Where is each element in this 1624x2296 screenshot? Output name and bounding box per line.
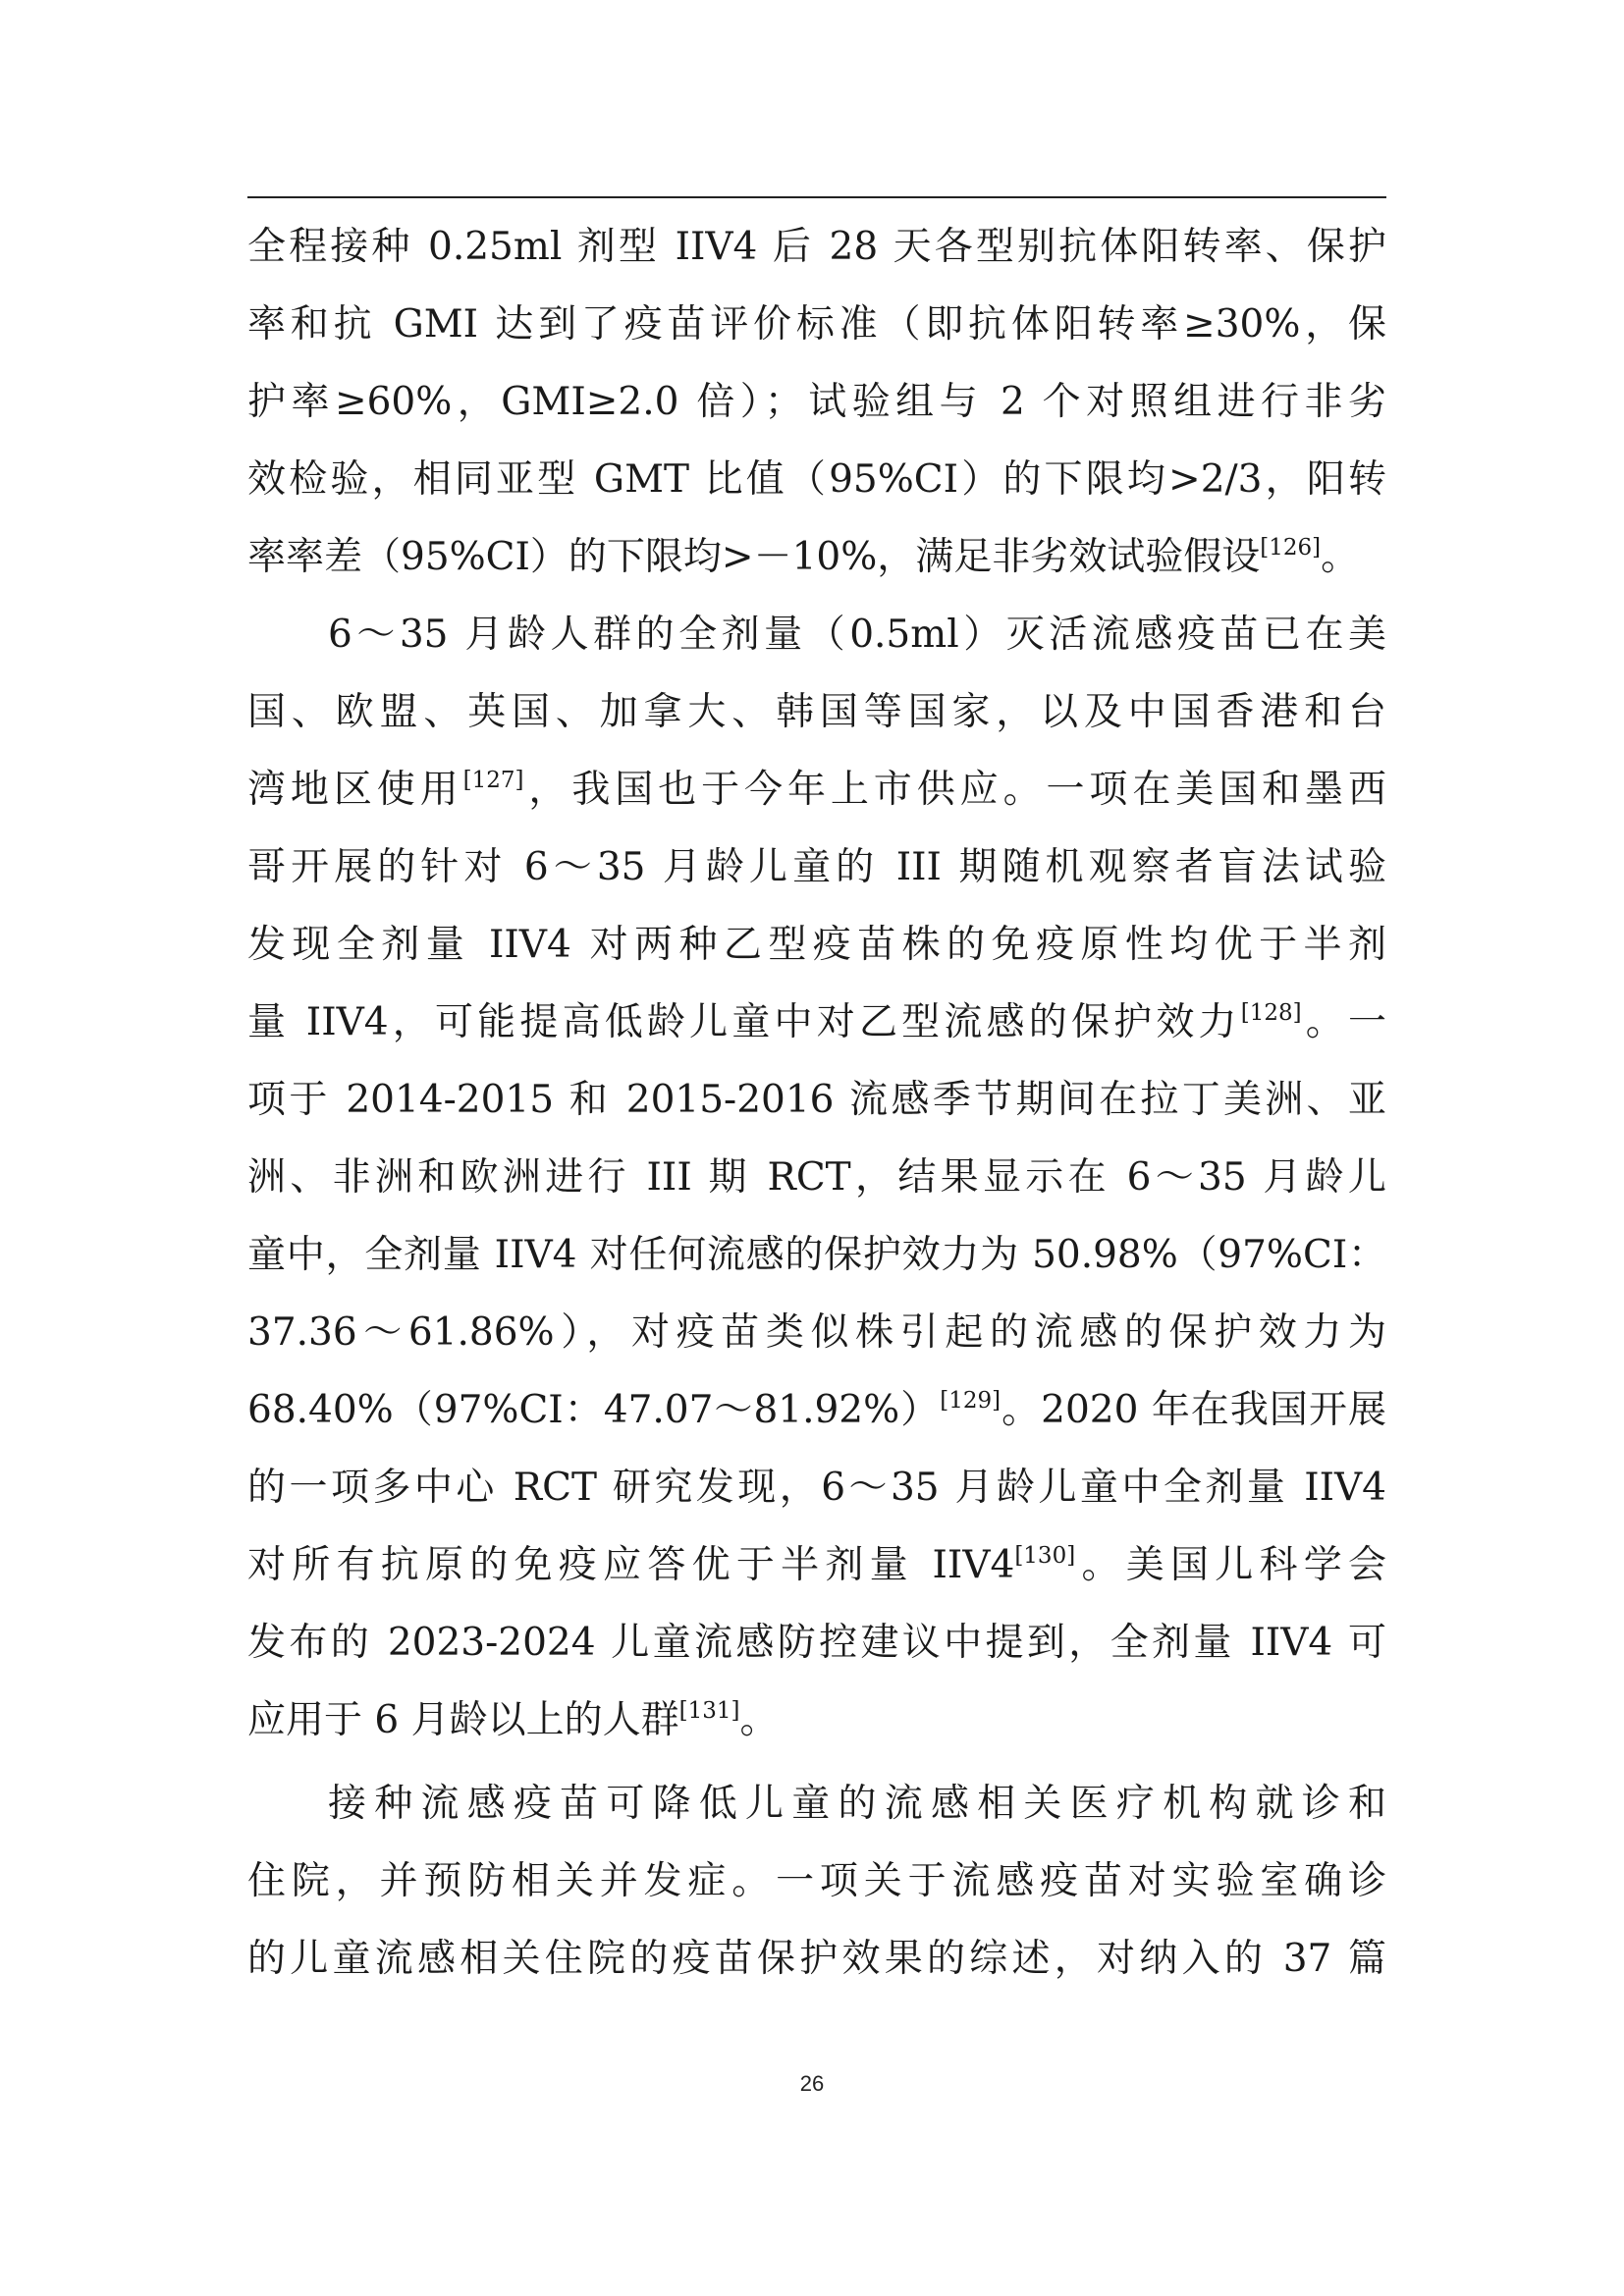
text-line: 的儿童流感相关住院的疫苗保护效果的综述，对纳入的 37 篇: [247, 1937, 1386, 1981]
text-line: 量 IIV4，可能提高低龄儿童中对乙型流感的保护效力[128]。一: [247, 1000, 1386, 1044]
citation: [129]: [940, 1388, 1001, 1414]
text-line: 湾地区使用[127]，我国也于今年上市供应。一项在美国和墨西: [247, 768, 1386, 812]
citation: [130]: [1014, 1543, 1076, 1569]
citation: [126]: [1260, 535, 1322, 561]
text-line: 率和抗 GMI 达到了疫苗评价标准（即抗体阳转率≥30%，保: [247, 302, 1386, 347]
text-line: 率率差（95%CI）的下限均>－10%，满足非劣效试验假设[126]。: [247, 535, 1360, 579]
text-line: 国、欧盟、英国、加拿大、韩国等国家，以及中国香港和台: [247, 690, 1386, 734]
paragraph-first-line: 6～35 月龄人群的全剂量（0.5ml）灭活流感疫苗已在美: [328, 613, 1386, 657]
header-rule: [247, 196, 1386, 198]
body-text: [247, 208, 1386, 1998]
paragraph-first-line: 接种流感疫苗可降低儿童的流感相关医疗机构就诊和: [328, 1782, 1386, 1826]
text-line: 68.40%（97%CI：47.07～81.92%）[129]。2020 年在我国开展: [247, 1388, 1386, 1432]
page-number: 26: [799, 2071, 825, 2096]
citation: [127]: [462, 768, 524, 793]
text-line: 应用于 6 月龄以上的人群[131]。: [247, 1698, 779, 1742]
text-line: 哥开展的针对 6～35 月龄儿童的 III 期随机观察者盲法试验: [247, 845, 1386, 889]
text-line: 的一项多中心 RCT 研究发现，6～35 月龄儿童中全剂量 IIV4: [247, 1466, 1386, 1510]
text-line: 项于 2014-2015 和 2015-2016 流感季节期间在拉丁美洲、亚: [247, 1078, 1386, 1122]
text-line: 37.36～61.86%），对疫苗类似株引起的流感的保护效力为: [247, 1310, 1386, 1355]
text-line: 对所有抗原的免疫应答优于半剂量 IIV4[130]。美国儿科学会: [247, 1543, 1386, 1587]
text-line: 效检验，相同亚型 GMT 比值（95%CI）的下限均>2/3，阳转: [247, 457, 1386, 502]
text-line: 洲、非洲和欧洲进行 III 期 RCT，结果显示在 6～35 月龄儿: [247, 1155, 1386, 1200]
text-line: 护率≥60%，GMI≥2.0 倍）；试验组与 2 个对照组进行非劣: [247, 380, 1386, 424]
text-line: 全程接种 0.25ml 剂型 IIV4 后 28 天各型别抗体阳转率、保护: [247, 225, 1386, 269]
citation: [128]: [1240, 1000, 1302, 1026]
text-line: 童中，全剂量 IIV4 对任何流感的保护效力为 50.98%（97%CI：: [247, 1233, 1386, 1277]
text-line: 住院，并预防相关并发症。一项关于流感疫苗对实验室确诊: [247, 1859, 1386, 1903]
text-line: 发现全剂量 IIV4 对两种乙型疫苗株的免疫原性均优于半剂: [247, 923, 1386, 967]
text-line: 发布的 2023-2024 儿童流感防控建议中提到，全剂量 IIV4 可: [247, 1621, 1386, 1665]
citation: [131]: [678, 1698, 740, 1724]
